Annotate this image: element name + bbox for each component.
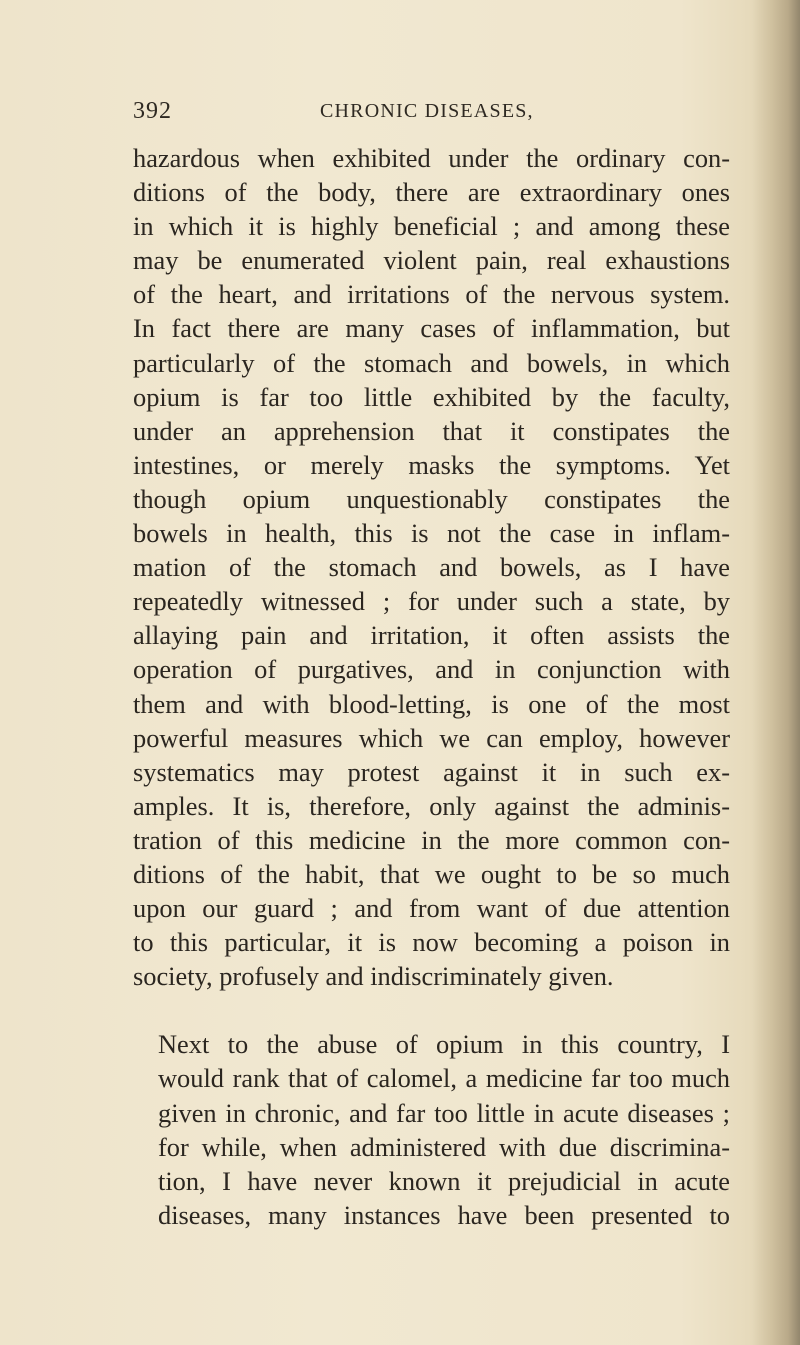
text-line: bowels in health, this is not the case in inflam- [133, 518, 730, 549]
text-line: diseases, many instances have been presented to [158, 1199, 730, 1230]
text-line: of the heart, and irritations of the nervous system. [133, 279, 730, 310]
text-line: in which it is highly beneficial ; and among these [133, 211, 730, 242]
text-line: amples. It is, therefore, only against the adminis- [133, 790, 730, 821]
text-line: opium is far too little exhibited by the faculty, [133, 381, 730, 412]
text-line: mation of the stomach and bowels, as I have [133, 552, 730, 583]
paragraph-1 [133, 141, 730, 993]
text-line: under an apprehension that it constipates the [133, 415, 730, 446]
text-line: particularly of the stomach and bowels, in which [133, 347, 730, 378]
page-gutter-shadow [752, 0, 800, 1345]
text-line: tration of this medicine in the more common con- [133, 824, 730, 855]
text-line: though opium unquestionably constipates the [133, 483, 730, 514]
text-line: ditions of the body, there are extraordinary ones [133, 177, 730, 208]
text-line: operation of purgatives, and in conjunction with [133, 654, 730, 685]
text-line: given in chronic, and far too little in acute diseases ; [158, 1097, 730, 1128]
text-line: tion, I have never known it prejudicial in acute [158, 1165, 730, 1196]
text-line: upon our guard ; and from want of due attention [133, 893, 730, 924]
text-line: for while, when administered with due discrimina- [158, 1131, 730, 1162]
text-line: powerful measures which we can employ, however [133, 722, 730, 753]
text-line: hazardous when exhibited under the ordinary con- [133, 143, 730, 173]
text-line: them and with blood-letting, is one of the most [133, 688, 730, 719]
body-text [133, 141, 730, 1232]
page-number: 392 [133, 98, 172, 124]
text-line: would rank that of calomel, a medicine far too much [158, 1063, 730, 1094]
text-line: repeatedly witnessed ; for under such a state, by [133, 586, 730, 617]
running-head: CHRONIC DISEASES, [320, 100, 534, 122]
text-line: allaying pain and irritation, it often assists the [133, 620, 730, 651]
text-line: ditions of the habit, that we ought to be so much [133, 858, 730, 889]
page-header [133, 98, 728, 132]
text-line: In fact there are many cases of inflammation, but [133, 313, 730, 344]
text-line: to this particular, it is now becoming a poison in [133, 927, 730, 958]
text-line: may be enumerated violent pain, real exhaustions [133, 245, 730, 276]
text-line: Next to the abuse of opium in this country, I [158, 1029, 730, 1060]
text-line: systematics may protest against it in such ex- [133, 756, 730, 787]
paragraph-2 [133, 1027, 730, 1232]
text-line: intestines, or merely masks the symptoms. Yet [133, 449, 730, 480]
text-line: society, profusely and indiscriminately given. [133, 961, 614, 992]
